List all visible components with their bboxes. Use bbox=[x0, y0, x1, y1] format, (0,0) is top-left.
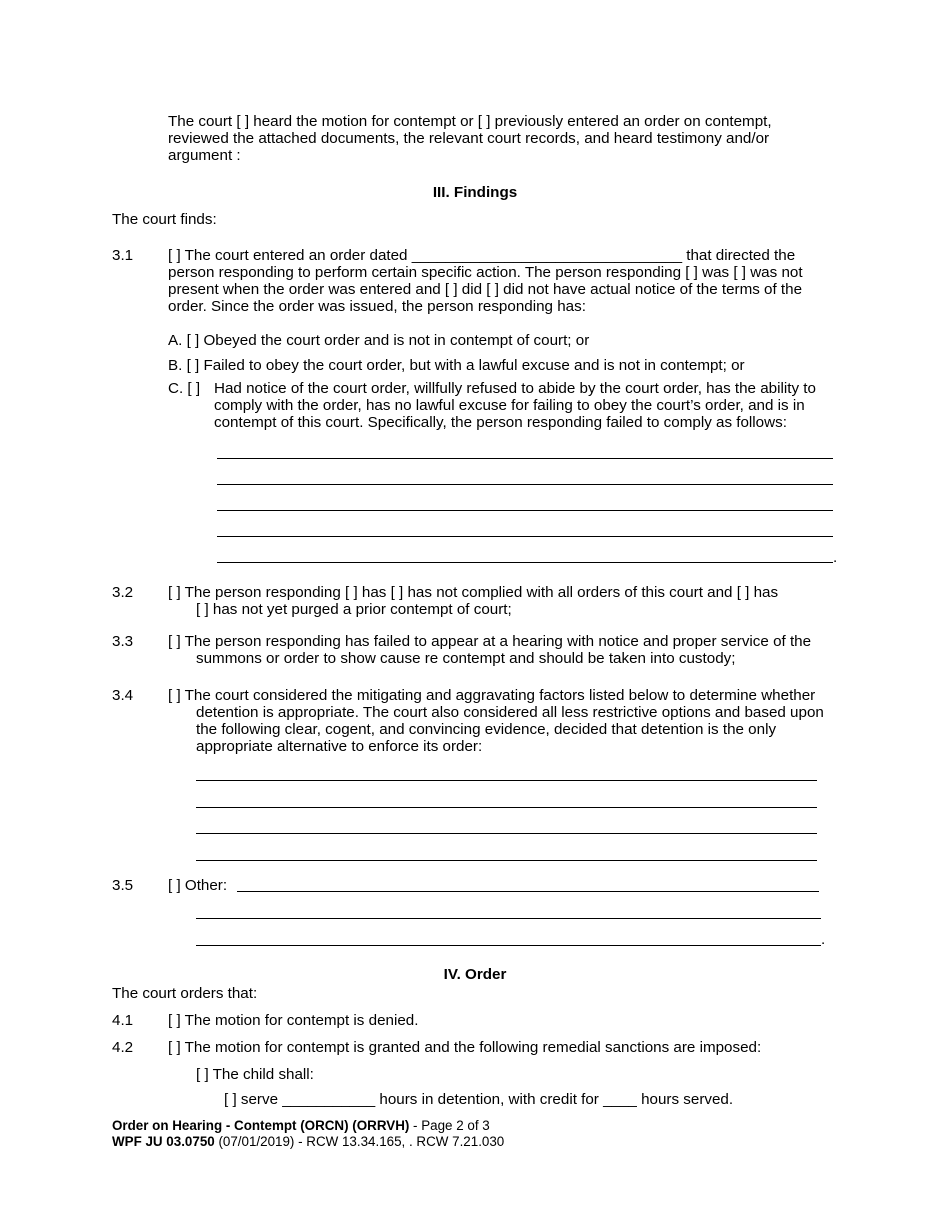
option-a: A. [ ] Obeyed the court order and is not in contempt of court; or bbox=[168, 332, 590, 349]
evidence-line-4[interactable] bbox=[196, 860, 817, 861]
section-3-2-line1: [ ] The person responding [ ] has [ ] has not complied with all orders of this court and [ ] has bbox=[168, 584, 779, 601]
section-number-4-1: 4.1 bbox=[112, 1012, 134, 1029]
section-number-4-2: 4.2 bbox=[112, 1039, 134, 1056]
section-number-3-2: 3.2 bbox=[112, 584, 134, 601]
section-3-4-line1: [ ] The court considered the mitigating and aggravating factors listed below to determine whether bbox=[168, 687, 816, 704]
footer-title bbox=[112, 1118, 490, 1134]
evidence-line-1[interactable] bbox=[196, 780, 817, 781]
footer-form bbox=[112, 1134, 504, 1150]
serve-detention: [ ] serve ___________ hours in detention, with credit for ____ hours served. bbox=[224, 1091, 734, 1108]
section-number-3-4: 3.4 bbox=[112, 687, 134, 704]
answer-line-c-1[interactable] bbox=[217, 458, 833, 459]
intro-paragraph: The court [ ] heard the motion for contempt or [ ] previously entered an order on contempt, reviewed the attached documents, the relevant court records, and heard testimony and/or argument : bbox=[168, 113, 772, 164]
footer-form-number: WPF JU 03.0750 bbox=[112, 1134, 215, 1149]
footer-title-bold: Order on Hearing - Contempt (ORCN) (ORRVH) bbox=[112, 1118, 410, 1133]
order-lead: The court orders that: bbox=[112, 985, 258, 1002]
section-number-3-5: 3.5 bbox=[112, 877, 134, 894]
answer-line-c-4[interactable] bbox=[217, 536, 833, 537]
section-3-1-text: [ ] The court entered an order dated ________________________________ that directed the person responding to perform certain specific action. The person responding [ ] was [ ] was not present when the order was entered and [ ] did [ ] did not have actual notice of the terms of the order. Since the order was issued, the person responding has: bbox=[168, 247, 803, 315]
section-3-2-line2: [ ] has not yet purged a prior contempt of court; bbox=[196, 601, 512, 618]
footer-form-citation: (07/01/2019) - RCW 13.34.165, . RCW 7.21.030 bbox=[214, 1134, 505, 1149]
option-c-text: Had notice of the court order, willfully refused to abide by the court order, has the ability to comply with the order, has no lawful excuse for failing to obey the court’s order, and is in contempt of this court. Specifically, the person responding failed to comply as follows: bbox=[214, 380, 816, 431]
section-4-2-text: [ ] The motion for contempt is granted and the following remedial sanctions are imposed: bbox=[168, 1039, 762, 1056]
answer-line-c-3[interactable] bbox=[217, 510, 833, 511]
answer-line-c-5[interactable] bbox=[217, 562, 833, 563]
child-shall: [ ] The child shall: bbox=[196, 1066, 314, 1083]
answer-line-c-2[interactable] bbox=[217, 484, 833, 485]
section-3-5-label: [ ] Other: bbox=[168, 877, 228, 894]
findings-heading: III. Findings bbox=[432, 184, 518, 201]
other-line-2[interactable] bbox=[196, 918, 821, 919]
section-number-3-1: 3.1 bbox=[112, 247, 134, 264]
section-3-4-text: detention is appropriate. The court also considered all less restrictive options and based upon the following clear, cogent, and convincing evidence, decided that detention is the only appropriate alternative to enforce its order: bbox=[196, 704, 824, 755]
other-line-3[interactable] bbox=[196, 945, 821, 946]
order-heading: IV. Order bbox=[443, 966, 507, 983]
section-3-3-line2: summons or order to show cause re contempt and should be taken into custody; bbox=[196, 650, 736, 667]
option-c-prefix: C. [ ] bbox=[168, 380, 201, 397]
other-line-1[interactable] bbox=[237, 891, 819, 892]
option-b: B. [ ] Failed to obey the court order, but with a lawful excuse and is not in contempt; or bbox=[168, 357, 745, 374]
findings-lead: The court finds: bbox=[112, 211, 217, 228]
other-end-period: . bbox=[821, 931, 826, 948]
footer-title-page: - Page 2 of 3 bbox=[409, 1118, 490, 1133]
answer-end-period: . bbox=[833, 549, 838, 566]
evidence-line-2[interactable] bbox=[196, 807, 817, 808]
section-4-1-text: [ ] The motion for contempt is denied. bbox=[168, 1012, 419, 1029]
evidence-line-3[interactable] bbox=[196, 833, 817, 834]
section-3-3-line1: [ ] The person responding has failed to appear at a hearing with notice and proper service of the bbox=[168, 633, 812, 650]
section-number-3-3: 3.3 bbox=[112, 633, 134, 650]
